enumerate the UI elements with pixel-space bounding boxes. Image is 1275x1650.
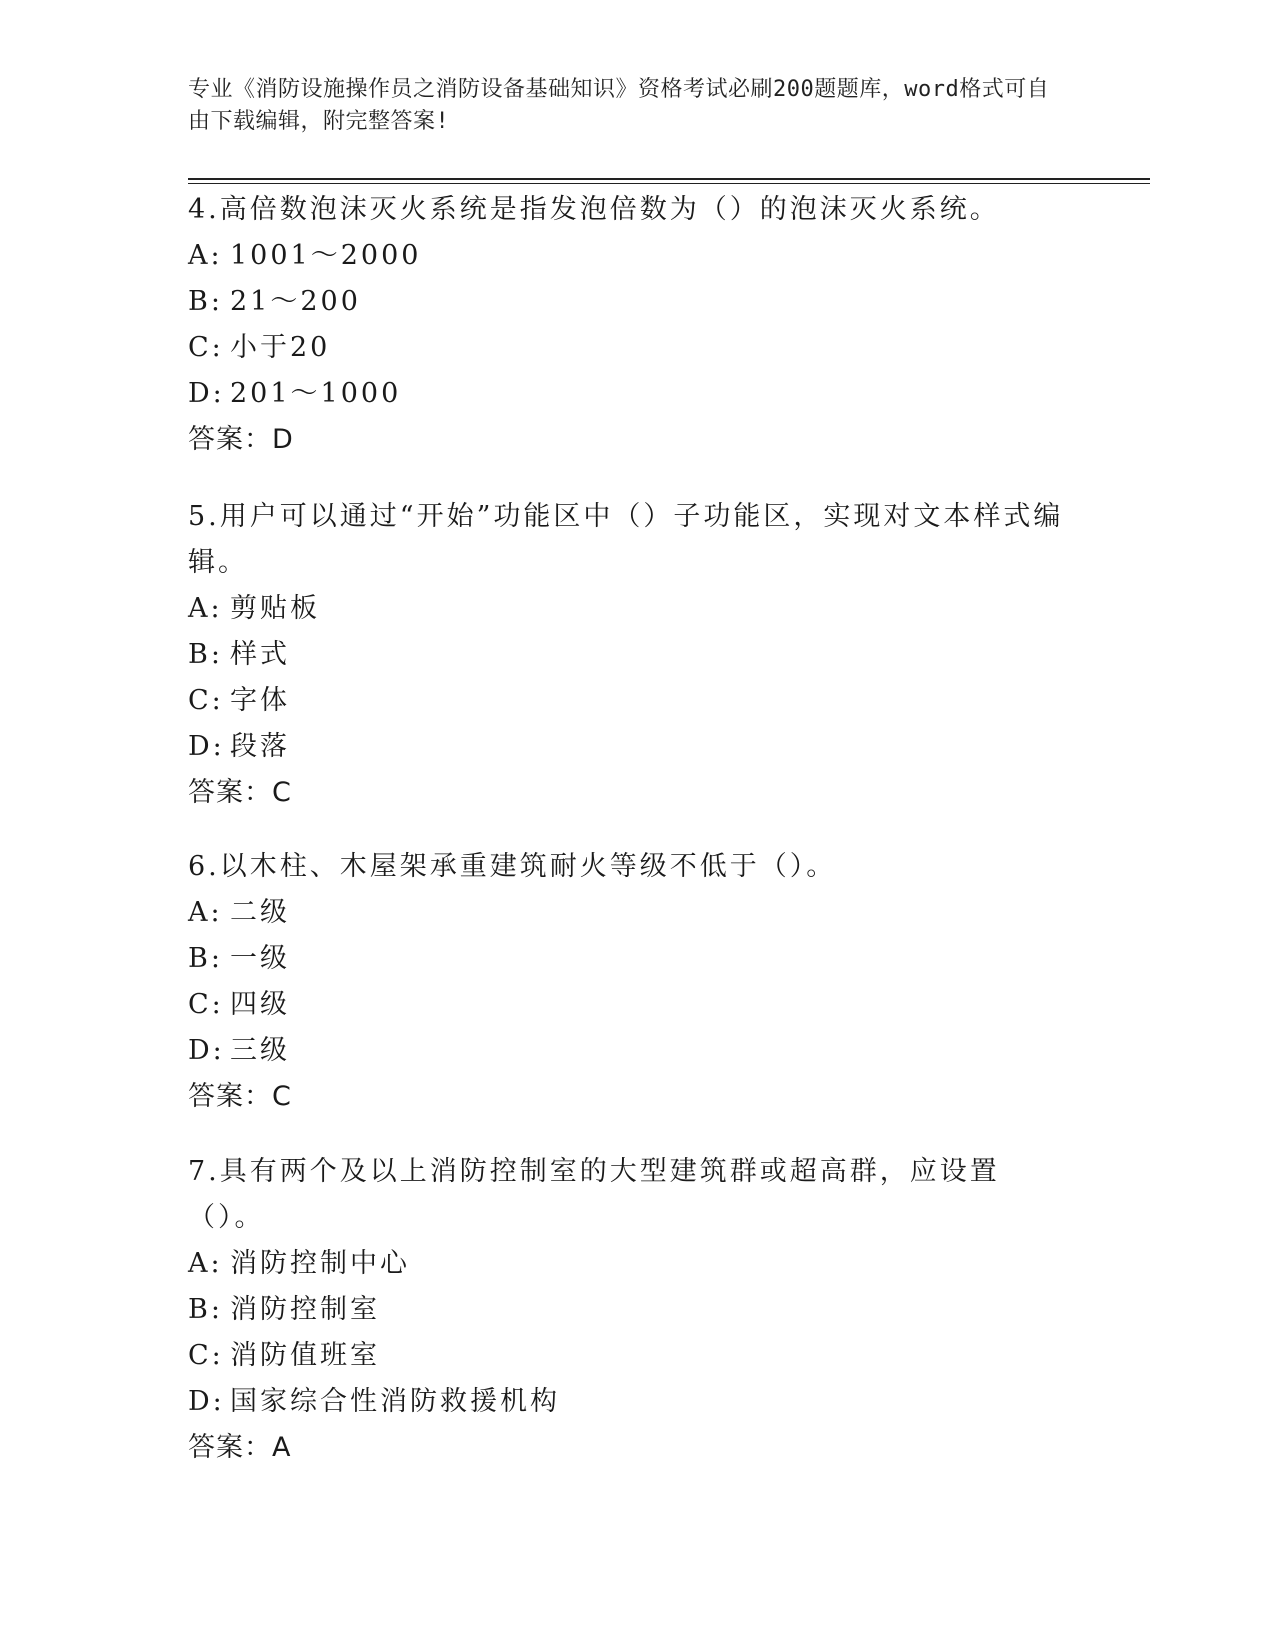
option-letter: D: (188, 731, 225, 762)
option-b (188, 632, 1068, 678)
question-5 (188, 494, 1068, 816)
option-text: 一级 (230, 943, 290, 974)
option-text: 201～1000 (230, 378, 402, 409)
option-letter: A: (188, 240, 223, 271)
option-d (188, 1028, 1068, 1074)
option-text: 四级 (230, 989, 290, 1020)
answer: 答案：D (188, 424, 294, 455)
option-text: 国家综合性消防救援机构 (230, 1386, 560, 1417)
option-letter: A: (188, 593, 223, 624)
option-b (188, 1287, 1068, 1333)
answer: 答案：C (188, 777, 292, 808)
answer: 答案：C (188, 1081, 292, 1112)
option-a (188, 890, 1068, 936)
option-text: 二级 (230, 897, 290, 928)
option-text: 剪贴板 (230, 593, 320, 624)
option-c (188, 325, 1068, 371)
option-c (188, 678, 1068, 724)
header-rule-thick (188, 178, 1150, 180)
option-letter: B: (188, 943, 223, 974)
option-letter: A: (188, 897, 223, 928)
option-letter: B: (188, 1294, 223, 1325)
option-text: 样式 (230, 639, 290, 670)
option-a (188, 233, 1068, 279)
option-d (188, 1379, 1068, 1425)
option-letter: D: (188, 1386, 225, 1417)
question-6 (188, 844, 1068, 1120)
option-letter: C: (188, 989, 224, 1020)
option-b (188, 936, 1068, 982)
question-stem: 4.高倍数泡沫灭火系统是指发泡倍数为（）的泡沫灭火系统。 (188, 194, 1000, 225)
question-4 (188, 187, 1068, 463)
option-text: 21～200 (230, 286, 361, 317)
question-stem: 7.具有两个及以上消防控制室的大型建筑群或超高群，应设置（）。 (188, 1156, 1000, 1233)
option-letter: D: (188, 1035, 225, 1066)
option-d (188, 724, 1068, 770)
option-text: 1001～2000 (230, 240, 422, 271)
option-text: 消防控制中心 (230, 1248, 410, 1279)
option-letter: D: (188, 378, 225, 409)
option-c (188, 982, 1068, 1028)
option-b (188, 279, 1068, 325)
question-7 (188, 1149, 1068, 1471)
option-a (188, 1241, 1068, 1287)
header-rule-thin (188, 183, 1150, 184)
answer: 答案：A (188, 1432, 292, 1463)
question-stem: 6.以木柱、木屋架承重建筑耐火等级不低于（）。 (188, 851, 837, 882)
option-text: 消防值班室 (230, 1340, 380, 1371)
option-letter: C: (188, 332, 224, 363)
option-a (188, 586, 1068, 632)
option-letter: B: (188, 286, 223, 317)
option-text: 字体 (230, 685, 290, 716)
option-letter: A: (188, 1248, 223, 1279)
option-letter: B: (188, 639, 223, 670)
document-header: 专业《消防设施操作员之消防设备基础知识》资格考试必刷200题题库，word格式可自由下载编辑，附完整答案! (188, 77, 1050, 134)
option-text: 消防控制室 (230, 1294, 380, 1325)
question-stem: 5.用户可以通过“开始”功能区中（）子功能区，实现对文本样式编辑。 (188, 501, 1064, 578)
option-letter: C: (188, 1340, 224, 1371)
option-text: 段落 (230, 731, 290, 762)
option-text: 三级 (230, 1035, 290, 1066)
option-d (188, 371, 1068, 417)
option-c (188, 1333, 1068, 1379)
option-letter: C: (188, 685, 224, 716)
option-text: 小于20 (230, 332, 331, 363)
